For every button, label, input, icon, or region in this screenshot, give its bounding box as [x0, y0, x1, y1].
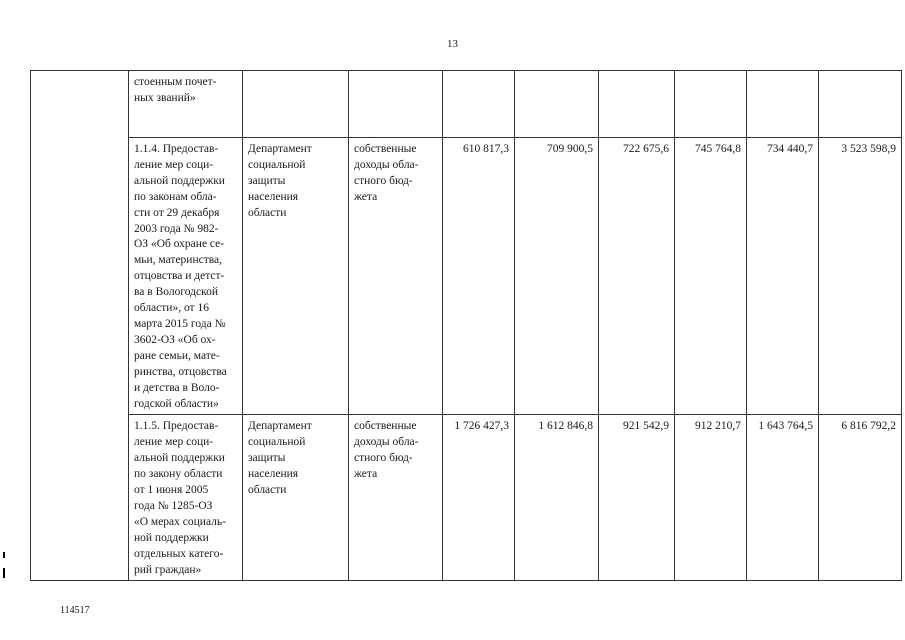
- executor-cell-line: области: [248, 484, 287, 497]
- funding-source-cell-line: доходы обла-: [354, 158, 419, 171]
- executor-cell-line: социальной: [248, 158, 306, 171]
- executor-cell-line: защиты: [248, 174, 286, 187]
- funding-source-cell-line: жета: [354, 468, 378, 481]
- measure-cell-line: по законам обла-: [134, 190, 217, 203]
- measure-cell: [129, 71, 243, 138]
- measure-cell-line: ране семьи, мате-: [134, 349, 220, 362]
- funding-source-cell: [349, 138, 443, 415]
- measure-cell-line: ление мер соци-: [134, 158, 214, 171]
- measure-cell-line: 2003 года № 982-: [134, 222, 219, 235]
- measure-cell-line: альной поддержки: [134, 174, 225, 187]
- executor-cell: [243, 71, 349, 138]
- amount-cell: 1 612 846,8: [515, 415, 599, 581]
- funding-source-cell-line: доходы обла-: [354, 436, 419, 449]
- funding-source-cell: [349, 415, 443, 581]
- executor-cell-line: населения: [248, 468, 299, 481]
- executor-cell-line: Департамент: [248, 143, 312, 155]
- document-code: 114517: [60, 605, 90, 616]
- amount-cell: [675, 71, 747, 138]
- executor-cell-line: населения: [248, 190, 299, 203]
- amount-cell: 709 900,5: [515, 138, 599, 415]
- amount-cell: [515, 71, 599, 138]
- scan-mark: [3, 552, 5, 558]
- executor-cell-line: защиты: [248, 452, 286, 465]
- amount-cell: [599, 71, 675, 138]
- measure-cell-line: альной поддержки: [134, 452, 225, 465]
- measure-cell-line: отдельных катего-: [134, 547, 224, 560]
- measure-cell-line: марта 2015 года №: [134, 317, 226, 330]
- amount-cell: 1 643 764,5: [747, 415, 819, 581]
- scan-mark: [3, 568, 5, 578]
- funding-source-cell-line: собственные: [354, 143, 417, 155]
- measure-cell-line: и детства в Воло-: [134, 381, 220, 394]
- amount-cell: 3 523 598,9: [819, 138, 902, 415]
- measure-cell-line: «О мерах социаль-: [134, 515, 226, 528]
- measure-cell-line: сти от 29 декабря: [134, 206, 220, 219]
- funding-source-cell-line: стного бюд-: [354, 174, 413, 187]
- executor-cell: [243, 138, 349, 415]
- amount-cell: 1 726 427,3: [443, 415, 515, 581]
- amount-cell: 6 816 792,2: [819, 415, 902, 581]
- amount-cell: [747, 71, 819, 138]
- measure-cell-line: ной поддержки: [134, 531, 209, 544]
- measure-cell-line: от 1 июня 2005: [134, 484, 209, 497]
- amount-cell: 734 440,7: [747, 138, 819, 415]
- measure-cell-line: ринства, отцовства: [134, 365, 227, 378]
- measure-cell-line: 1.1.4. Предостав-: [134, 143, 219, 155]
- executor-cell: [243, 415, 349, 581]
- measure-cell-line: мьи, материнства,: [134, 254, 223, 267]
- executor-cell-line: Департамент: [248, 420, 312, 433]
- measure-cell-line: области», от 16: [134, 302, 209, 315]
- amount-cell: 745 764,8: [675, 138, 747, 415]
- measure-cell-line: 3602-ОЗ «Об ох-: [134, 333, 216, 346]
- measure-cell-line: рий граждан»: [134, 563, 202, 576]
- blank-cell: [31, 138, 129, 415]
- table-row: [31, 138, 902, 415]
- amount-cell: 921 542,9: [599, 415, 675, 581]
- funding-source-cell-line: собственные: [354, 420, 417, 433]
- blank-cell: [31, 71, 129, 138]
- measure-cell-line: ва в Вологодской: [134, 286, 219, 299]
- amount-cell: 912 210,7: [675, 415, 747, 581]
- table-row: [31, 71, 902, 138]
- funding-source-cell-line: стного бюд-: [354, 452, 413, 465]
- executor-cell-line: социальной: [248, 436, 306, 449]
- blank-cell: [31, 415, 129, 581]
- measure-cell-line: ление мер соци-: [134, 436, 214, 449]
- measure-cell-line: годской области»: [134, 397, 219, 410]
- measure-cell-line: стоенным почет-: [134, 76, 217, 88]
- measure-cell-line: по закону области: [134, 468, 223, 481]
- amount-cell: 722 675,6: [599, 138, 675, 415]
- program-table: [30, 70, 902, 581]
- table-row: [31, 415, 902, 581]
- measure-cell-line: 1.1.5. Предостав-: [134, 420, 219, 433]
- measure-cell-line: ОЗ «Об охране се-: [134, 238, 225, 251]
- measure-cell-line: отцовства и детст-: [134, 270, 225, 283]
- amount-cell: [443, 71, 515, 138]
- amount-cell: 610 817,3: [443, 138, 515, 415]
- funding-source-cell: [349, 71, 443, 138]
- measure-cell: [129, 415, 243, 581]
- page-number: 13: [447, 38, 458, 50]
- executor-cell-line: области: [248, 206, 287, 219]
- measure-cell-line: ных званий»: [134, 91, 196, 104]
- measure-cell: [129, 138, 243, 415]
- funding-source-cell-line: жета: [354, 190, 378, 203]
- amount-cell: [819, 71, 902, 138]
- measure-cell-line: года № 1285-ОЗ: [134, 499, 213, 512]
